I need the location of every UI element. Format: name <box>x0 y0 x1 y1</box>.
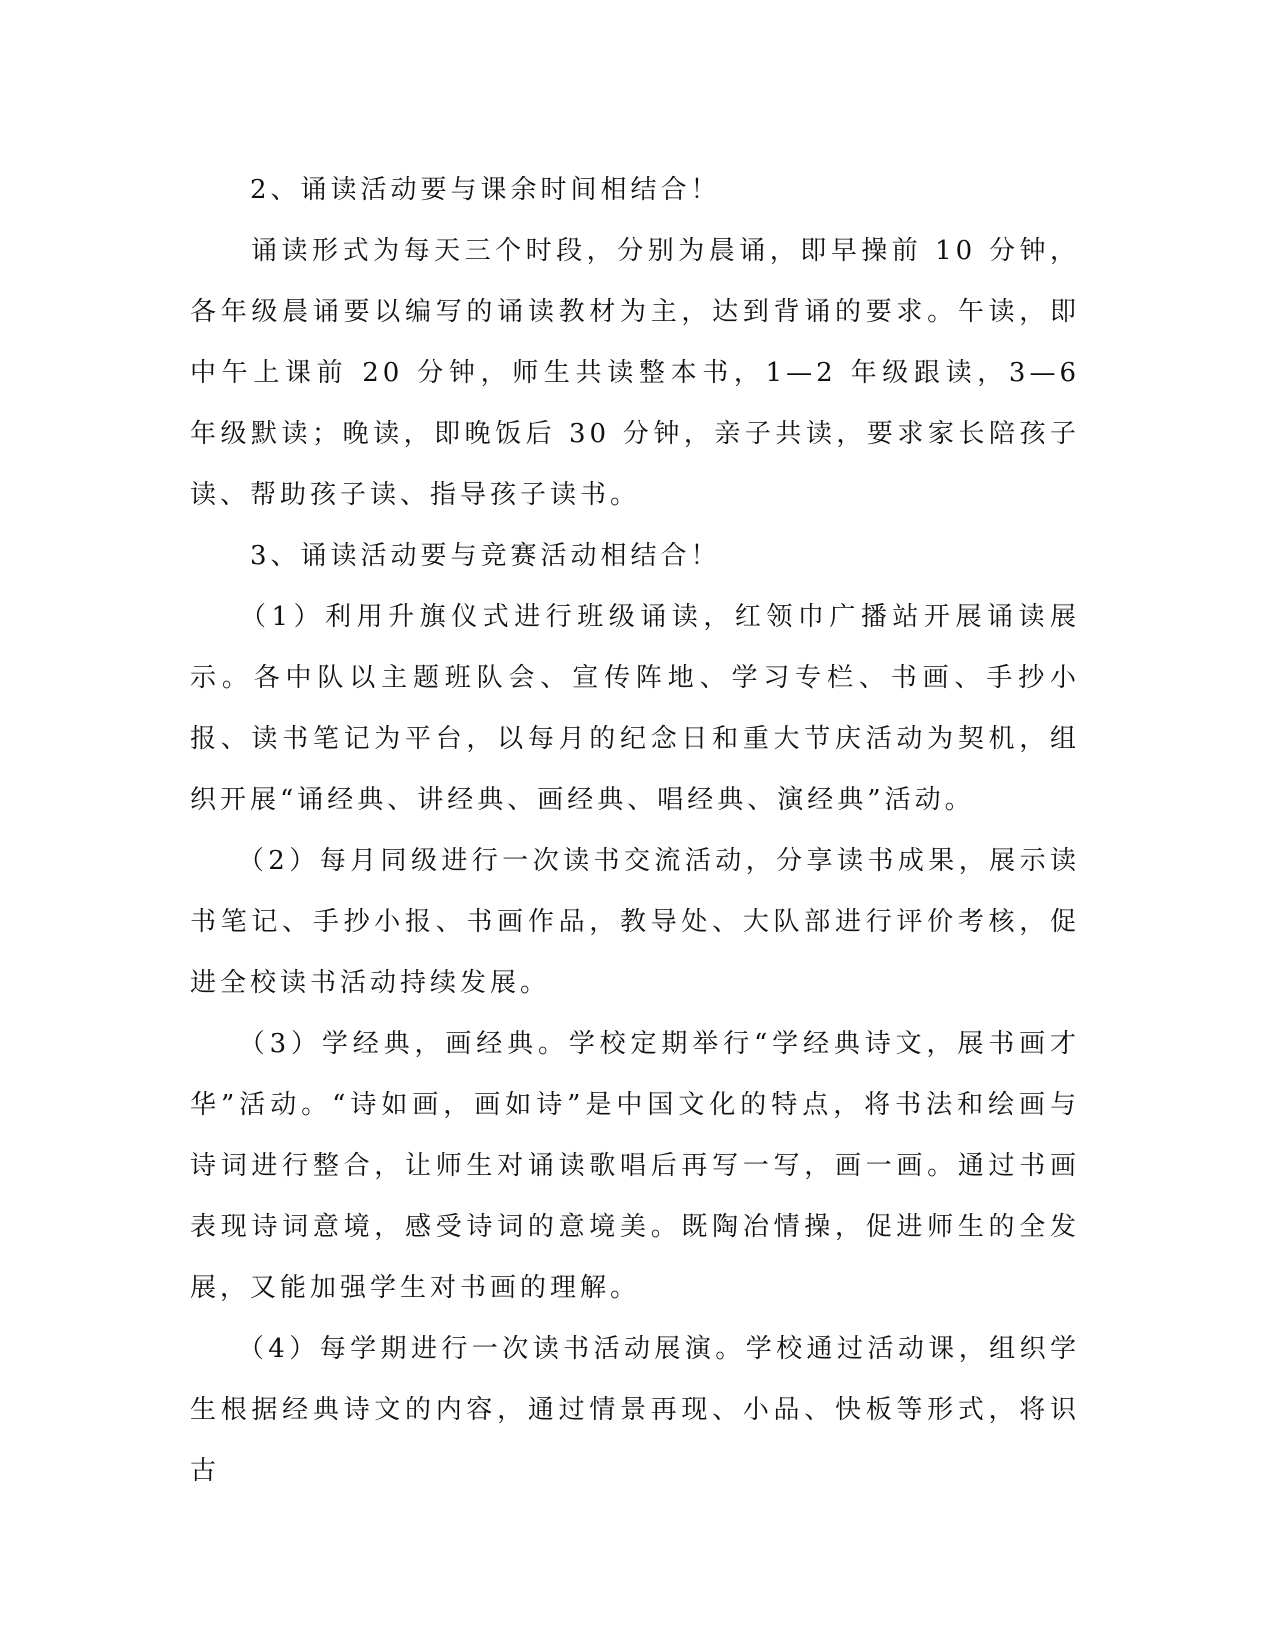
paragraph-item-1: （1）利用升旗仪式进行班级诵读，红领巾广播站开展诵读展示。各中队以主题班队会、宣传阵地、学习专栏、书画、手抄小报、读书笔记为平台，以每月的纪念日和重大节庆活动为契机，组织开展“诵经典、讲经典、画经典、唱经典、演经典”活动。 <box>190 602 1080 815</box>
paragraph-item-4: （4）每学期进行一次读书活动展演。学校通过活动课，组织学生根据经典诗文的内容，通过情景再现、小品、快板等形式，将识古 <box>190 1334 1080 1486</box>
body-text <box>190 160 1093 1502</box>
paragraph-item-2: （2）每月同级进行一次读书交流活动，分享读书成果，展示读书笔记、手抄小报、书画作品，教导处、大队部进行评价考核，促进全校读书活动持续发展。 <box>190 846 1080 998</box>
heading-3: 3、诵读活动要与竞赛活动相结合！ <box>190 541 721 571</box>
paragraph-item-3: （3）学经典，画经典。学校定期举行“学经典诗文，展书画才华”活动。“诗如画，画如诗”是中国文化的特点，将书法和绘画与诗词进行整合，让师生对诵读歌唱后再写一写，画一画。通过书画表现诗词意境，感受诗词的意境美。既陶冶情操，促进师生的全发展，又能加强学生对书画的理解。 <box>190 1029 1080 1303</box>
heading-2: 2、诵读活动要与课余时间相结合！ <box>190 175 721 205</box>
paragraph-reading-schedule: 诵读形式为每天三个时段，分别为晨诵，即早操前 10 分钟，各年级晨诵要以编写的诵读教材为主，达到背诵的要求。午读，即中午上课前 20 分钟，师生共读整本书，1—2 年级跟读，3—6 年级默读；晚读，即晚饭后 30 分钟，亲子共读，要求家长陪孩子读、帮助孩子读、指导孩子读书。 <box>190 236 1093 510</box>
